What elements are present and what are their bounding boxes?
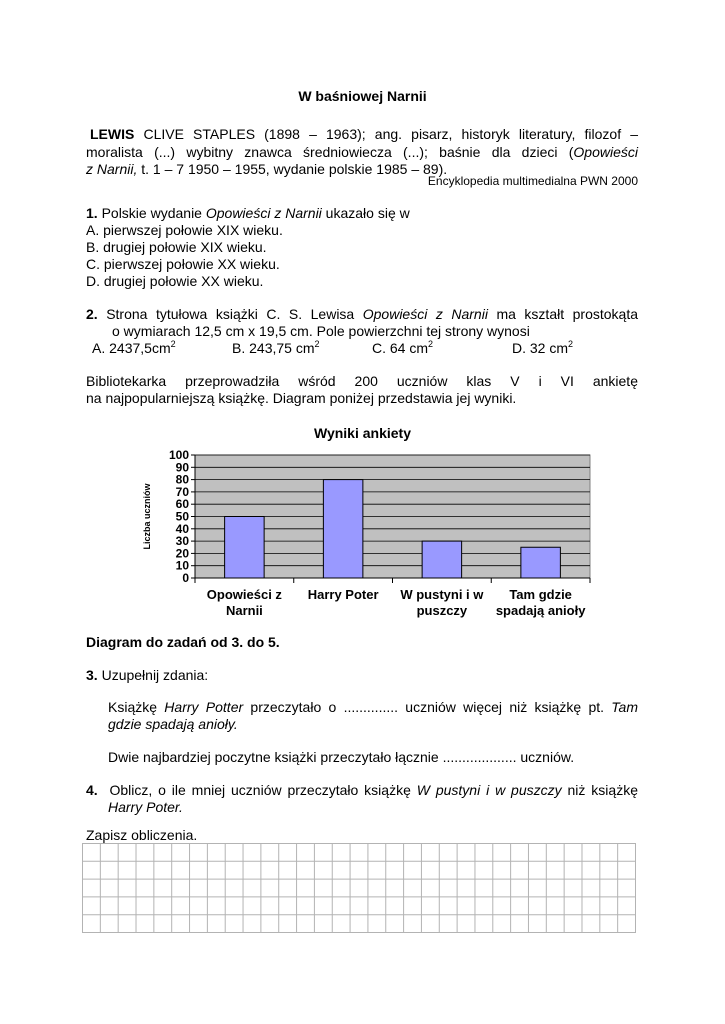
q1-text-italic: Opowieści z Narnii: [205, 205, 322, 221]
q2-answer-c: [372, 340, 433, 357]
q1-option-a: A. pierwszej połowie XIX wieku.: [86, 222, 283, 238]
q4-line-2: Harry Poter.: [108, 799, 183, 815]
q1-option-d: D. drugiej połowie XX wieku.: [86, 273, 264, 289]
q3-s1-b: przeczytało o .............. uczniów więcej niż książkę pt.: [243, 699, 612, 715]
q3-s1-italic2: Tam: [611, 699, 638, 715]
entry-name: LEWIS: [90, 126, 135, 142]
x-category-label: Tam gdzie: [509, 587, 572, 602]
y-tick-label: 10: [175, 558, 189, 573]
calc-label: Zapisz obliczenia.: [86, 827, 198, 843]
q3-s1-italic: Harry Potter: [164, 699, 244, 715]
diagram-note: Diagram do zadań od 3. do 5.: [86, 634, 280, 650]
chart-title: Wyniki ankiety: [313, 425, 411, 441]
q3-intro: Uzupełnij zdania:: [101, 667, 209, 683]
q2-text-b: ma kształt prostokąta: [487, 306, 638, 322]
bar-chart: [130, 445, 600, 625]
q2-answer-a-sup: 2: [170, 339, 176, 349]
q2-number: 2.: [86, 306, 98, 322]
q3-sentence-2: Dwie najbardziej poczytne książki przeczytało łącznie ................... uczniów.: [108, 749, 575, 765]
q2-answer-a: [92, 340, 176, 357]
x-category-label: Narnii: [225, 603, 263, 618]
q2-answer-d-text: D. 32 cm: [512, 340, 569, 356]
page-title: W baśniowej Narnii: [298, 88, 427, 104]
q4-number: 4.: [86, 782, 98, 798]
encyclopedia-line-2: [86, 144, 638, 161]
q4-text-b: niż książkę: [561, 782, 638, 798]
survey-line-1: Bibliotekarka przeprowadziła wśród 200 uczniów klas V i VI ankietę: [86, 373, 638, 389]
q2-stem: [86, 306, 638, 323]
bar: [225, 517, 265, 579]
y-axis-label: Liczba uczniów: [142, 483, 152, 550]
q2-answer-c-sup: 2: [428, 339, 434, 349]
y-tick-label: 60: [175, 497, 189, 512]
x-category-label: Opowieści z: [206, 587, 282, 602]
x-category-label: spadają anioły: [495, 603, 586, 618]
q3-sentence-1-line-2: gdzie spadają anioły.: [108, 716, 238, 732]
x-category-label: W pustyni i w: [400, 587, 484, 602]
y-tick-label: 40: [175, 521, 189, 536]
x-category-label: puszczy: [416, 603, 468, 618]
encyclopedia-line-1: [90, 126, 638, 143]
y-tick-label: 80: [175, 472, 189, 487]
q1-text-a: Polskie wydanie: [97, 205, 206, 221]
q1-text-b: ukazało się w: [321, 205, 410, 221]
q3-s1-a: Książkę: [108, 699, 165, 715]
y-tick-label: 0: [182, 571, 189, 585]
q2-line-2: o wymiarach 12,5 cm x 19,5 cm. Pole powierzchni tej strony wynosi: [112, 323, 530, 339]
q1-option-c: C. pierwszej połowie XX wieku.: [86, 256, 280, 272]
entry-line2-a: moralista (...) wybitny znawca średniowiecza (...); baśnie dla dzieci (: [86, 144, 574, 160]
encyclopedia-line-3: [86, 161, 447, 178]
q2-answer-b-text: B. 243,75 cm: [232, 340, 315, 356]
q2-answer-c-text: C. 64 cm: [372, 340, 429, 356]
x-category-label: Harry Poter: [307, 587, 379, 602]
bar: [422, 541, 462, 578]
q1-number: 1.: [86, 205, 98, 221]
q3-sentence-1: [108, 699, 638, 716]
q1-option-b: B. drugiej połowie XIX wieku.: [86, 239, 267, 255]
q4-text-italic: W pustyni i w puszczy: [416, 782, 562, 798]
q3-number: 3.: [86, 667, 98, 683]
q4-stem: [86, 782, 638, 799]
q2-answer-b-sup: 2: [314, 339, 320, 349]
q2-text-italic: Opowieści z Narnii: [362, 306, 488, 322]
bar: [521, 547, 561, 578]
q2-answer-a-text: A. 2437,5cm: [92, 340, 171, 356]
entry-line3-italic: z Narnii,: [86, 161, 138, 177]
q2-answer-d-sup: 2: [568, 339, 574, 349]
y-tick-label: 50: [175, 509, 189, 524]
q1-stem: [86, 205, 410, 222]
y-tick-label: 30: [175, 534, 189, 549]
entry-line1-rest: CLIVE STAPLES (1898 – 1963); ang. pisarz, historyk literatury, filozof –: [134, 126, 638, 142]
bar: [323, 480, 363, 578]
y-tick-label: 100: [168, 448, 189, 462]
q3-intro-line: [86, 667, 208, 684]
y-tick-label: 90: [175, 460, 189, 475]
calculation-grid[interactable]: [82, 843, 636, 933]
entry-line3-rest: t. 1 – 7 1950 – 1955, wydanie polskie 1985 – 89).: [137, 161, 448, 177]
q4-text-a: Oblicz, o ile mniej uczniów przeczytało książkę: [109, 782, 417, 798]
survey-line-2: na najpopularniejszą książkę. Diagram poniżej przedstawia jej wyniki.: [86, 390, 517, 406]
q2-answer-d: [512, 340, 573, 357]
q2-text-a: Strona tytułowa książki C. S. Lewisa: [97, 306, 363, 322]
y-tick-label: 70: [175, 484, 189, 499]
encyclopedia-source: Encyklopedia multimedialna PWN 2000: [427, 174, 638, 188]
q2-answer-b: [232, 340, 320, 357]
y-tick-label: 20: [175, 546, 189, 561]
entry-line2-italic: Opowieści: [573, 144, 638, 160]
